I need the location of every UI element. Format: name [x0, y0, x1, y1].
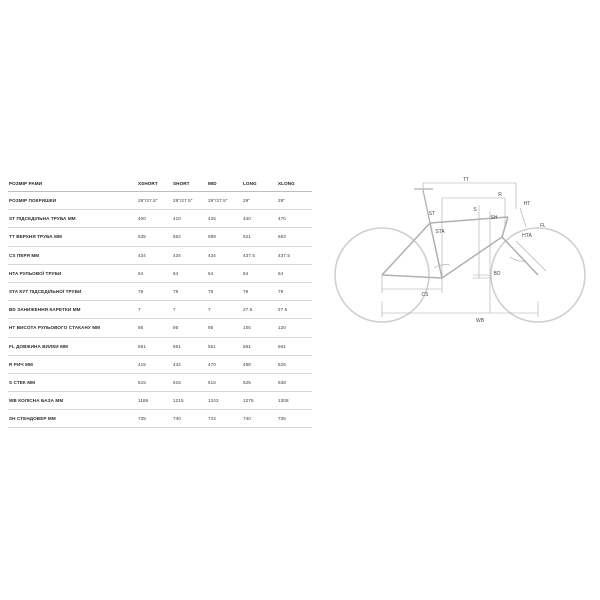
- column-header-long: LONG: [242, 176, 277, 192]
- cell-short: 29"/27.5": [172, 192, 207, 210]
- cell-mid: 434: [207, 246, 242, 264]
- cell-xlong: 27.5: [277, 301, 312, 319]
- dimension-labels: [422, 177, 547, 324]
- row-label: WB КОЛІСНА БАЗА ММ: [8, 392, 137, 410]
- label-s: S: [473, 207, 477, 213]
- table-row: [8, 410, 312, 428]
- cell-short: 562: [172, 228, 207, 246]
- label-bd: BD: [493, 271, 501, 277]
- table-row: [8, 210, 312, 228]
- row-label: FL ДОВЖИНА ВИЛКИ ММ: [8, 337, 137, 355]
- cell-mid: 615: [207, 373, 242, 391]
- row-label: ST ПІДСЕДІЛЬНА ТРУБА ММ: [8, 210, 137, 228]
- cell-xshort: 1186: [137, 392, 172, 410]
- cell-mid: 589: [207, 228, 242, 246]
- label-ht: HT: [523, 201, 531, 207]
- cell-xshort: 79: [137, 282, 172, 300]
- table-row: [8, 319, 312, 337]
- table-row: [8, 228, 312, 246]
- column-header-frame-size: РОЗМІР РАМИ: [8, 176, 137, 192]
- column-header-short: SHORT: [172, 176, 207, 192]
- table-header: [8, 176, 312, 192]
- row-label: S СТЕК ММ: [8, 373, 137, 391]
- cell-short: 95: [172, 319, 207, 337]
- cell-xlong: 79: [277, 282, 312, 300]
- cell-short: 561: [172, 337, 207, 355]
- cell-long: 625: [242, 373, 277, 391]
- cell-xshort: 535: [137, 228, 172, 246]
- cell-short: 434: [172, 246, 207, 264]
- cell-mid: 561: [207, 337, 242, 355]
- cell-xshort: 400: [137, 210, 172, 228]
- label-sta: STA: [435, 229, 445, 235]
- cell-xshort: 415: [137, 355, 172, 373]
- cell-long: 29": [242, 192, 277, 210]
- cell-xlong: 120: [277, 319, 312, 337]
- row-label: SH СТЕНДОВЕР ММ: [8, 410, 137, 428]
- cell-mid: 743: [207, 410, 242, 428]
- cell-xlong: 1308: [277, 392, 312, 410]
- label-fl: FL: [540, 223, 546, 229]
- column-header-xlong: XLONG: [277, 176, 312, 192]
- geometry-table: [8, 176, 312, 428]
- cell-xlong: 64: [277, 264, 312, 282]
- cell-xshort: 7: [137, 301, 172, 319]
- label-wb: WB: [475, 318, 485, 324]
- table-row: [8, 355, 312, 373]
- cell-xlong: 638: [277, 373, 312, 391]
- cell-short: 1215: [172, 392, 207, 410]
- cell-xlong: 29": [277, 192, 312, 210]
- cell-mid: 79: [207, 282, 242, 300]
- table-row: [8, 246, 312, 264]
- header-row: [8, 176, 312, 192]
- label-sh: SH: [490, 215, 498, 221]
- cell-long: 105: [242, 319, 277, 337]
- cell-mid: 425: [207, 210, 242, 228]
- cell-short: 740: [172, 410, 207, 428]
- label-st: ST: [428, 211, 436, 217]
- cell-long: 561: [242, 337, 277, 355]
- table-row: [8, 392, 312, 410]
- cell-xshort: 615: [137, 373, 172, 391]
- frame-outline: [382, 217, 538, 278]
- cell-xshort: 434: [137, 246, 172, 264]
- column-header-xshort: XSHORT: [137, 176, 172, 192]
- cell-xlong: 735: [277, 410, 312, 428]
- cell-mid: 95: [207, 319, 242, 337]
- table-body: [8, 192, 312, 428]
- cell-mid: 470: [207, 355, 242, 373]
- cell-long: 498: [242, 355, 277, 373]
- cell-short: 7: [172, 301, 207, 319]
- cell-long: 79: [242, 282, 277, 300]
- table-row: [8, 373, 312, 391]
- seatpost: [414, 189, 436, 223]
- cell-long: 437.5: [242, 246, 277, 264]
- cell-xlong: 561: [277, 337, 312, 355]
- row-label: CS ПЕРЯ ММ: [8, 246, 137, 264]
- label-r: R: [498, 192, 502, 198]
- row-label: РОЗМІР ПОКРИШКИ: [8, 192, 137, 210]
- cell-xshort: 95: [137, 319, 172, 337]
- cell-long: 740: [242, 410, 277, 428]
- cell-mid: 64: [207, 264, 242, 282]
- row-label: TT ВЕРХНЯ ТРУБА ММ: [8, 228, 137, 246]
- label-tt: TT: [462, 177, 470, 183]
- cell-long: 27.5: [242, 301, 277, 319]
- cell-xlong: 653: [277, 228, 312, 246]
- cell-long: 440: [242, 210, 277, 228]
- bike-geometry-diagram: [330, 165, 590, 330]
- row-label: BD ЗАНИЖЕННЯ КАРЕТКИ ММ: [8, 301, 137, 319]
- cell-mid: 29"/27.5": [207, 192, 242, 210]
- cell-short: 64: [172, 264, 207, 282]
- label-cs: CS: [421, 292, 429, 298]
- table-row: [8, 337, 312, 355]
- dimension-lines: [382, 183, 546, 317]
- cell-short: 79: [172, 282, 207, 300]
- cell-xshort: 735: [137, 410, 172, 428]
- cell-short: 410: [172, 210, 207, 228]
- cell-xshort: 64: [137, 264, 172, 282]
- label-hta: HTA: [522, 233, 532, 239]
- cell-long: 1275: [242, 392, 277, 410]
- column-header-mid: MID: [207, 176, 242, 192]
- row-label: R РИЧ ММ: [8, 355, 137, 373]
- row-label: STA КУТ ПІДСЕДІЛЬНОЇ ТРУБИ: [8, 282, 137, 300]
- cell-short: 615: [172, 373, 207, 391]
- table-row: [8, 282, 312, 300]
- cell-long: 64: [242, 264, 277, 282]
- table-row: [8, 192, 312, 210]
- cell-xshort: 29"/27.5": [137, 192, 172, 210]
- cell-xlong: 437.5: [277, 246, 312, 264]
- cell-short: 442: [172, 355, 207, 373]
- cell-xlong: 470: [277, 210, 312, 228]
- cell-xshort: 561: [137, 337, 172, 355]
- table-row: [8, 301, 312, 319]
- cell-mid: 7: [207, 301, 242, 319]
- cell-mid: 1242: [207, 392, 242, 410]
- table-row: [8, 264, 312, 282]
- row-label: HTA РУЛЬОВОЇ ТРУБИ: [8, 264, 137, 282]
- cell-long: 621: [242, 228, 277, 246]
- cell-xlong: 525: [277, 355, 312, 373]
- row-label: HT ВИСОТА РУЛЬОВОГО СТАКАНУ ММ: [8, 319, 137, 337]
